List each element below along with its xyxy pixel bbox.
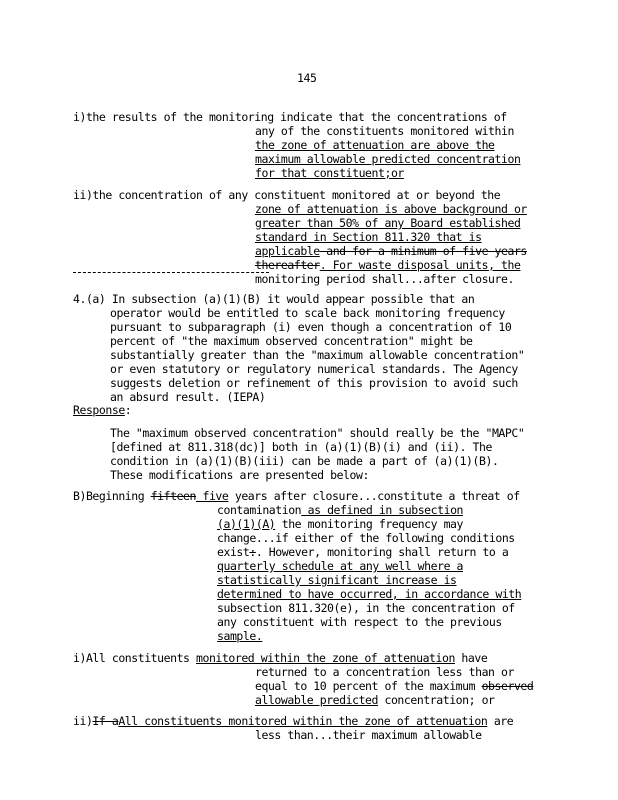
condition-ii-line: monitoring period shall...after closure. [255, 272, 514, 286]
paragraph-b-line-added: determined to have occurred, in accordance with [217, 587, 522, 601]
added-text: monitored within the zone of attenuation [228, 714, 488, 728]
deleted-text: and for a minimum of five years [319, 244, 527, 258]
plain-text: exist [217, 545, 250, 559]
plain-text: are [487, 714, 514, 728]
condition-i-lead: i)the results of the monitoring indicate that the concentrations of [73, 110, 507, 124]
added-text: applicable [255, 244, 320, 258]
condition-ii-line [255, 258, 520, 272]
plain-text: have [454, 651, 488, 665]
condition-all-ii-lead [73, 714, 513, 728]
condition-all-i-line [255, 679, 533, 693]
condition-all-i-lead [73, 651, 487, 665]
plain-text: i)All constituents [73, 651, 196, 665]
plain-text: . However, monitoring shall return to a [255, 545, 509, 559]
added-text: . For waste disposal units, the [319, 258, 521, 272]
comment-line: percent of "the maximum observed concentration" might be [110, 334, 473, 348]
condition-i-line-added: maximum allowable predicted concentration [255, 152, 521, 166]
added-text: All constituents [118, 714, 229, 728]
comment-line: pursuant to subparagraph (i) even though a concentration of 10 [110, 320, 512, 334]
paragraph-b-lead [73, 489, 520, 503]
response-heading [73, 403, 131, 417]
response-line: These modifications are presented below: [110, 468, 369, 482]
plain-text: B)Beginning [73, 489, 151, 503]
paragraph-b-line-added: sample. [217, 629, 263, 643]
response-line: condition in (a)(1)(B)(iii) can be made a part of (a)(1)(B). [110, 454, 499, 468]
plain-text: the monitoring frequency may [275, 517, 463, 531]
condition-i-line: any of the constituents monitored within [255, 124, 514, 138]
comment-line: suggests deletion or refinement of this provision to avoid such [110, 376, 518, 390]
paragraph-b-line-added: quarterly schedule at any well where a [217, 559, 463, 573]
condition-all-ii-line: less than...their maximum allowable [255, 728, 482, 742]
response-heading-label: Response [73, 403, 125, 417]
plain-text: ii) [73, 714, 93, 728]
comment-line: 4.(a) In subsection (a)(1)(B) it would appear possible that an [73, 292, 475, 306]
paragraph-b-line [217, 503, 463, 517]
response-line: The "maximum observed concentration" should really be the "MAPC" [110, 426, 525, 440]
condition-ii-lead: ii)the concentration of any constituent monitored at or beyond the [73, 188, 501, 202]
plain-text: contamination [217, 503, 302, 517]
response-line: [defined at 811.318(dc)] both in (a)(1)(B)(i) and (ii). The [110, 440, 492, 454]
added-text: monitored within the zone of attenuation [196, 651, 455, 665]
condition-i-line-added: the zone of attenuation are above the [255, 138, 495, 152]
plain-text: years after closure...constitute a threat of [228, 489, 520, 503]
comment-line: operator would be entitled to scale back monitoring frequency [110, 306, 505, 320]
added-text: five [196, 489, 229, 503]
deleted-text: fifteen [150, 489, 197, 503]
condition-all-i-line: returned to a concentration less than or [255, 665, 514, 679]
deleted-text: observed [481, 679, 534, 693]
condition-ii-line-added: zone of attenuation is above background or [255, 202, 527, 216]
plain-text: equal to 10 percent of the maximum [255, 679, 482, 693]
page-number: 145 [297, 71, 317, 85]
plain-text: concentration; or [378, 693, 495, 707]
section-divider [73, 272, 269, 273]
condition-ii-line-added: greater than 50% of any Board established [255, 216, 521, 230]
paragraph-b-line-added: statistically significant increase is [217, 573, 457, 587]
deleted-text: thereafter [255, 258, 320, 272]
paragraph-b-line: subsection 811.320(e), in the concentration of [217, 601, 515, 615]
deleted-text: : [249, 545, 256, 559]
deleted-text: If a [92, 714, 119, 728]
paragraph-b-line: change...if either of the following conditions [217, 531, 515, 545]
comment-line: substantially greater than the "maximum allowable concentration" [110, 348, 525, 362]
comment-line: an absurd result. (IEPA) [110, 390, 266, 404]
added-text: as defined in subsection [301, 503, 464, 517]
condition-ii-line [255, 244, 527, 258]
added-text: (a)(1)(A) [217, 517, 276, 531]
added-text: allowable predicted [255, 693, 378, 707]
condition-all-i-line [255, 693, 495, 707]
paragraph-b-line [217, 545, 508, 559]
condition-i-line-added: for that constituent;or [255, 166, 404, 180]
paragraph-b-line [217, 517, 463, 531]
paragraph-b-line: any constituent with respect to the previous [217, 615, 502, 629]
response-heading-colon: : [124, 403, 132, 417]
comment-line: or even statutory or regulatory numerical standards. The Agency [110, 362, 518, 376]
condition-ii-line-added: standard in Section 811.320 that is [255, 230, 482, 244]
